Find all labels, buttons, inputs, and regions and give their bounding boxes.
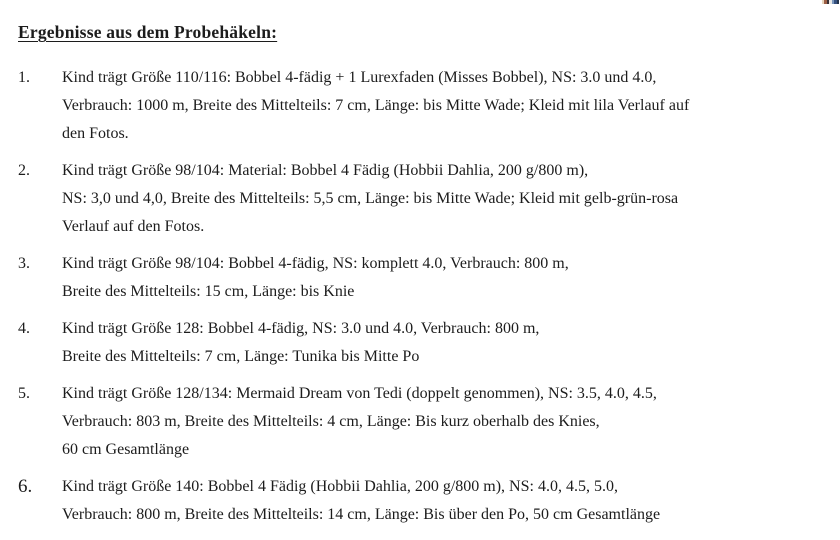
text-line: Breite des Mittelteils: 7 cm, Länge: Tunika bis Mitte Po: [62, 348, 420, 365]
list-item-text: [62, 64, 826, 148]
cropped-image-fragment: [822, 0, 839, 4]
list-item: [18, 250, 826, 306]
list-item: [18, 157, 826, 241]
text-line: NS: 3,0 und 4,0, Breite des Mittelteils: 5,5 cm, Länge: bis Mitte Wade; Kleid mit gelb-grün-rosa: [62, 190, 679, 207]
text-line: Verlauf auf den Fotos.: [62, 218, 205, 235]
list-item-number: 1.: [18, 69, 30, 86]
list-item: [18, 64, 826, 148]
list-item: [18, 380, 826, 464]
list-item-number: 4.: [18, 320, 30, 337]
text-line: Kind trägt Größe 98/104: Bobbel 4-fädig, NS: komplett 4.0, Verbrauch: 800 m,: [62, 255, 569, 272]
text-line: Kind trägt Größe 110/116: Bobbel 4-fädig + 1 Lurexfaden (Misses Bobbel), NS: 3.0 und 4.0,: [62, 69, 657, 86]
text-line: Kind trägt Größe 128: Bobbel 4-fädig, NS: 3.0 und 4.0, Verbrauch: 800 m,: [62, 320, 540, 337]
text-line: Kind trägt Größe 140: Bobbel 4 Fädig (Hobbii Dahlia, 200 g/800 m), NS: 4.0, 4.5, 5.0,: [62, 478, 618, 495]
list-item: [18, 315, 826, 371]
list-item-text: [62, 380, 826, 464]
list-item-text: [62, 315, 826, 371]
list-item: [18, 473, 826, 529]
list-item-text: [62, 250, 826, 306]
text-line: Verbrauch: 803 m, Breite des Mittelteils: 4 cm, Länge: Bis kurz oberhalb des Knies,: [62, 413, 600, 430]
list-item-text: [62, 473, 826, 529]
text-line: Breite des Mittelteils: 15 cm, Länge: bis Knie: [62, 283, 355, 300]
text-line: Kind trägt Größe 128/134: Mermaid Dream von Tedi (doppelt genommen), NS: 3.5, 4.0, 4.5,: [62, 385, 657, 402]
text-line: Verbrauch: 800 m, Breite des Mittelteils: 14 cm, Länge: Bis über den Po, 50 cm Gesamtlänge: [62, 506, 661, 523]
list-item-number: 5.: [18, 385, 30, 402]
text-line: Verbrauch: 1000 m, Breite des Mittelteils: 7 cm, Länge: bis Mitte Wade; Kleid mit lila Verlauf auf: [62, 97, 690, 114]
text-line: den Fotos.: [62, 125, 129, 142]
text-line: Kind trägt Größe 98/104: Material: Bobbel 4 Fädig (Hobbii Dahlia, 200 g/800 m),: [62, 162, 589, 179]
document-heading: Ergebnisse aus dem Probehäkeln:: [18, 22, 278, 42]
text-line: 60 cm Gesamtlänge: [62, 441, 190, 458]
list-item-number: 6.: [18, 476, 33, 497]
list-item-text: [62, 157, 826, 241]
list-item-number: 3.: [18, 255, 30, 272]
list-item-number: 2.: [18, 162, 30, 179]
results-list: [18, 64, 826, 529]
